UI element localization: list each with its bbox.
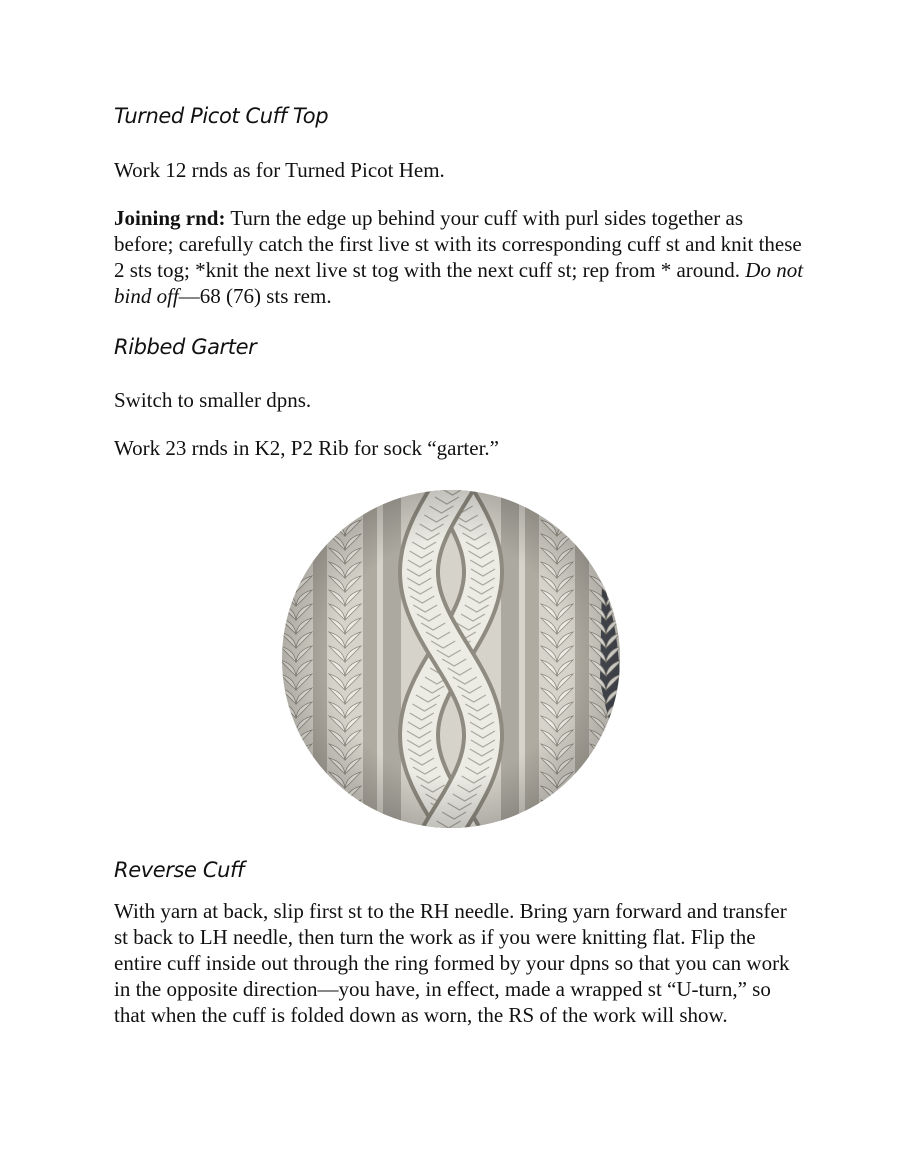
reverse-cuff-body: With yarn at back, slip first st to the RH needle. Bring yarn forward and transfer st back to LH needle, then turn the work as if you were knitting flat. Flip the entire cuff inside out through the ring formed by your dpns so that you can work in the opposite direction—you have, in effect, made a wrapped st “U-turn,” so that when the cuff is folded down as worn, the RS of the work will show. [114,899,790,1027]
cable-knit-photo [282,490,620,828]
cable-knit-image [282,490,620,828]
turned-picot-intro: Work 12 rnds as for Turned Picot Hem. [114,158,445,182]
joining-round-label: Joining rnd: [114,206,226,230]
joining-round-paragraph [114,205,804,309]
ribbed-garter-line-1: Switch to smaller dpns. [114,388,312,412]
stitches-remaining: —68 (76) sts rem. [178,284,332,308]
heading-turned-picot-cuff-top: Turned Picot Cuff Top [114,104,329,128]
heading-reverse-cuff: Reverse Cuff [114,858,244,882]
heading-ribbed-garter: Ribbed Garter [114,335,257,359]
ribbed-garter-line-2: Work 23 rnds in K2, P2 Rib for sock “garter.” [114,436,499,460]
joining-round-text: Turn the edge up behind your cuff with purl sides together as before; carefully catch the first live st with its corresponding cuff st and knit these 2 sts tog; *knit the next live st tog with the next cuff st; rep from * around. [114,206,802,282]
do-not-bind-off: Do not bind off [114,258,804,308]
